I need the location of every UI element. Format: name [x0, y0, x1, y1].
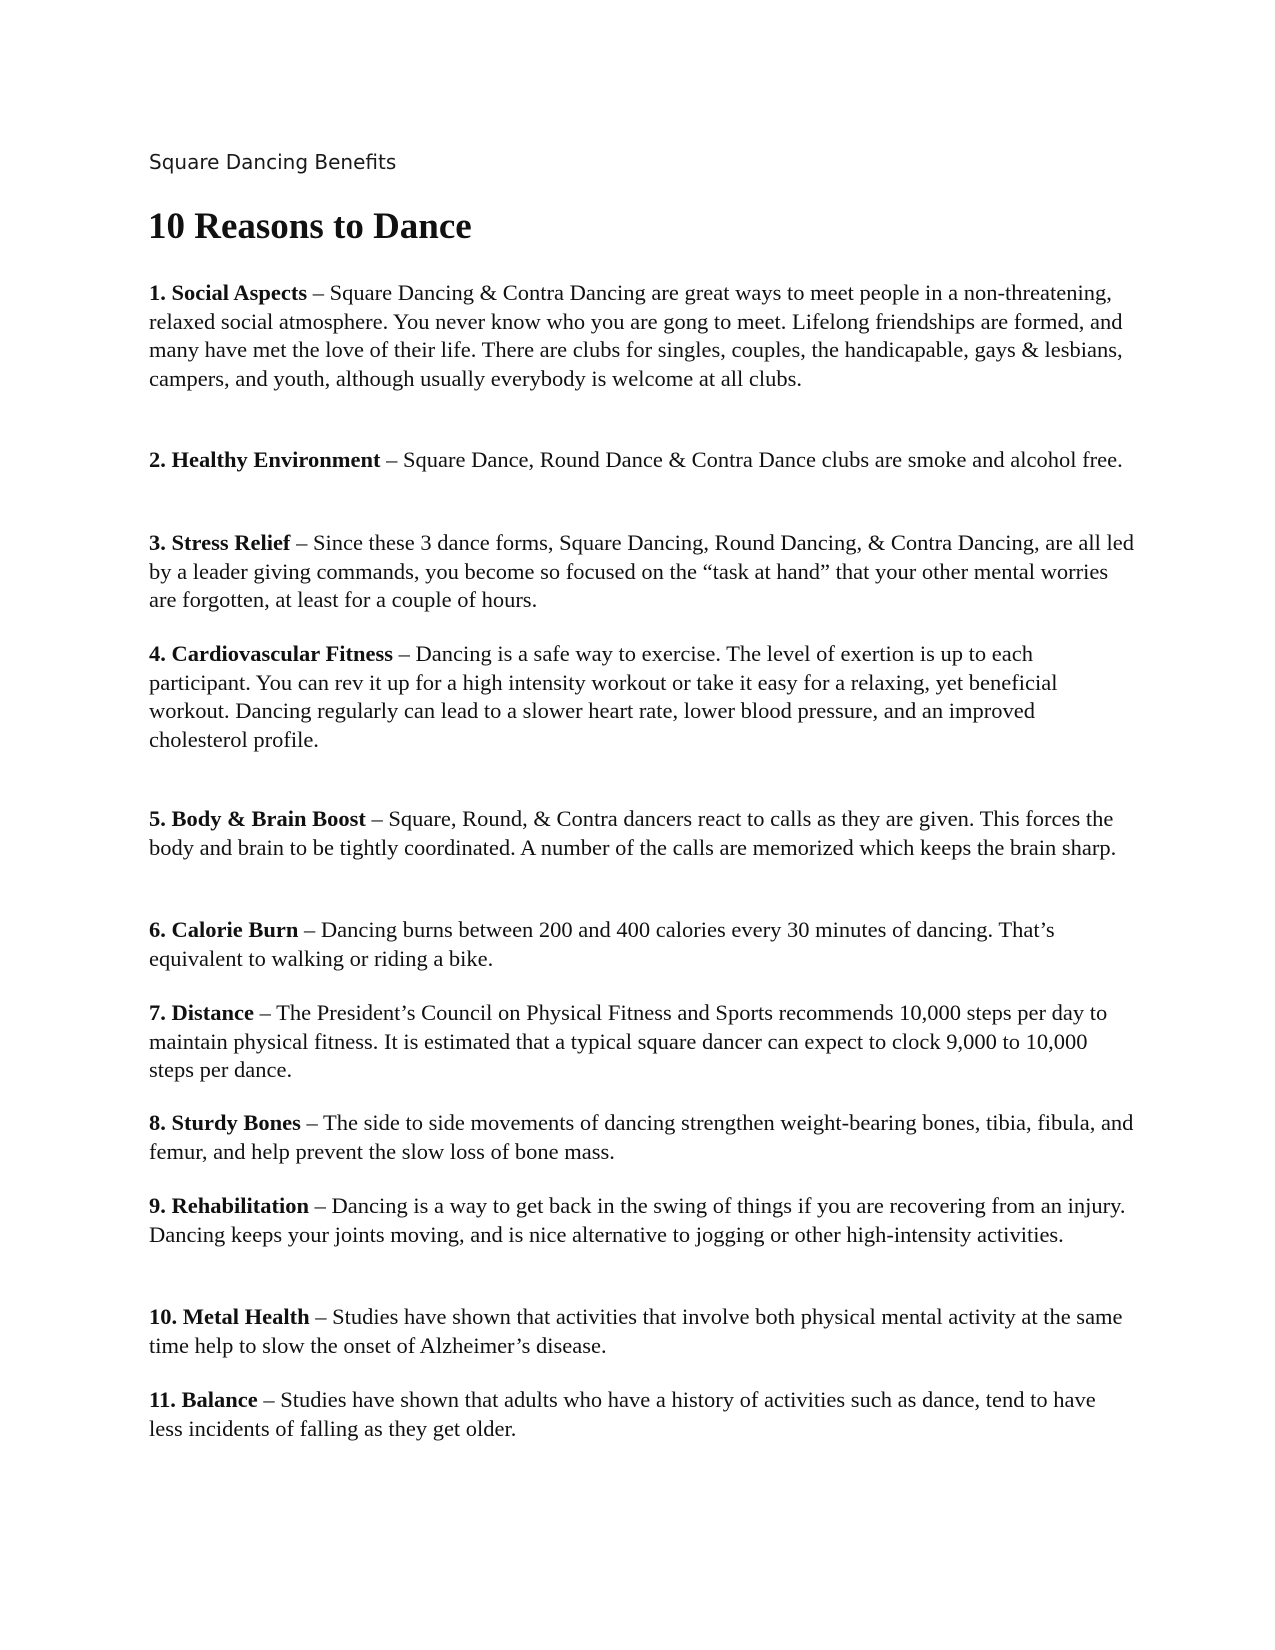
reason-item: [149, 805, 1134, 862]
document-label: Square Dancing Benefits: [149, 150, 397, 174]
reason-heading: 11. Balance: [149, 1387, 258, 1412]
reason-text: Dancing is a way to get back in the swing of things if you are recovering from an injury. Dancing keeps your joints moving, and is nice alternative to jogging or other high-intensity activities.: [149, 1193, 1126, 1247]
reason-heading: 6. Calorie Burn: [149, 917, 299, 942]
reason-item: [149, 446, 1134, 475]
reason-heading: 4. Cardiovascular Fitness: [149, 641, 393, 666]
reason-heading: 9. Rehabilitation: [149, 1193, 310, 1218]
reason-separator: –: [392, 641, 416, 666]
reason-heading: 8. Sturdy Bones: [149, 1110, 301, 1135]
reason-item: [149, 1386, 1134, 1443]
reason-item: [149, 529, 1134, 615]
reason-item: [149, 640, 1134, 754]
reason-text: Since these 3 dance forms, Square Dancing, Round Dancing, & Contra Dancing, are all led by a leader giving commands, you become so focused on the “task at hand” that your other mental worries are forgotten, at least for a couple of hours.: [149, 530, 1134, 613]
reason-text: Studies have shown that adults who have a history of activities such as dance, tend to have less incidents of falling as they get older.: [149, 1387, 1096, 1441]
reason-item: [149, 999, 1134, 1085]
reason-separator: –: [365, 806, 389, 831]
reason-separator: –: [298, 917, 321, 942]
reason-text: Dancing is a safe way to exercise. The level of exertion is up to each participant. You can rev it up for a high intensity workout or take it easy for a relaxing, yet beneficial workout. Dancing regularly can lead to a slower heart rate, lower blood pressure, and an improved cholesterol profile.: [149, 641, 1058, 752]
reason-separator: –: [380, 447, 403, 472]
reason-heading: 7. Distance: [149, 1000, 254, 1025]
reason-separator: –: [290, 530, 313, 555]
reason-separator: –: [257, 1387, 281, 1412]
reason-heading: 1. Social Aspects: [149, 280, 308, 305]
reason-separator: –: [307, 280, 330, 305]
reason-separator: –: [309, 1304, 333, 1329]
reason-heading: 3. Stress Relief: [149, 530, 291, 555]
reason-text: Square, Round, & Contra dancers react to calls as they are given. This forces the body and brain to be tightly coordinated. A number of the calls are memorized which keeps the brain sharp.: [149, 806, 1117, 860]
reason-text: The President’s Council on Physical Fitness and Sports recommends 10,000 steps per day to maintain physical fitness. It is estimated that a typical square dancer can expect to clock 9,000 to 10,000 steps per dance.: [149, 1000, 1108, 1083]
reason-item: [149, 279, 1134, 393]
reason-item: [149, 916, 1134, 973]
reason-heading: 2. Healthy Environment: [149, 447, 381, 472]
reason-item: [149, 1109, 1134, 1166]
reason-text: Dancing burns between 200 and 400 calories every 30 minutes of dancing. That’s equivalent to walking or riding a bike.: [149, 917, 1055, 971]
reason-separator: –: [309, 1193, 332, 1218]
reason-text: Studies have shown that activities that involve both physical mental activity at the same time help to slow the onset of Alzheimer’s disease.: [149, 1304, 1123, 1358]
reason-item: [149, 1192, 1134, 1249]
reason-separator: –: [254, 1000, 277, 1025]
reason-heading: 10. Metal Health: [149, 1304, 310, 1329]
reason-separator: –: [300, 1110, 324, 1135]
reason-item: [149, 1303, 1134, 1360]
reason-heading: 5. Body & Brain Boost: [149, 806, 366, 831]
reason-text: The side to side movements of dancing strengthen weight-bearing bones, tibia, fibula, and femur, and help prevent the slow loss of bone mass.: [149, 1110, 1134, 1164]
reason-text: Square Dancing & Contra Dancing are great ways to meet people in a non-threatening, relaxed social atmosphere. You never know who you are gong to meet. Lifelong friendships are formed, and many have met the love of their life. There are clubs for singles, couples, the handicapable, gays & lesbians, campers, and youth, although usually everybody is welcome at all clubs.: [149, 280, 1123, 391]
reason-text: Square Dance, Round Dance & Contra Dance clubs are smoke and alcohol free.: [402, 447, 1123, 472]
document-title: 10 Reasons to Dance: [148, 206, 472, 247]
